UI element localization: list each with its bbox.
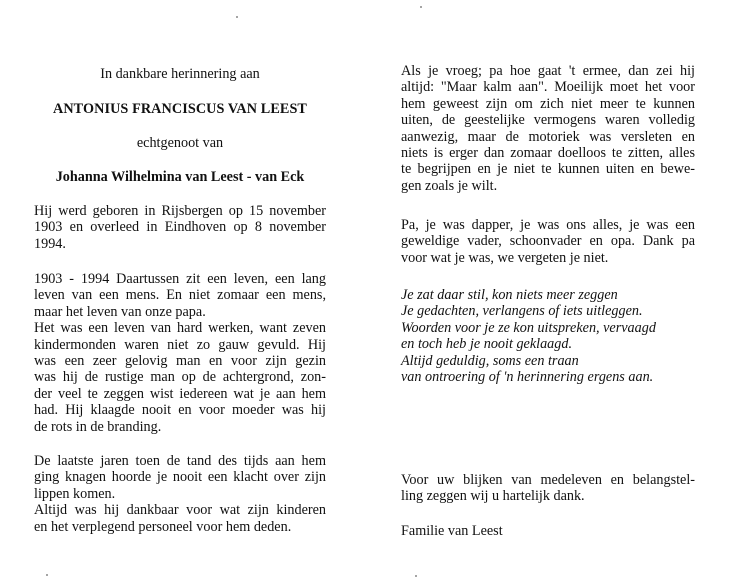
deceased-name: ANTONIUS FRANCISCUS VAN LEEST (52, 101, 307, 117)
poem-line: Je gedachten, verlangens of iets uitleggen. (401, 303, 643, 320)
poem-line: Woorden voor je ze kon uitspreken, vervaagd (401, 319, 656, 336)
text-line: uiten, de geestelijke vermogens waren volledig (401, 112, 695, 129)
text-line: de rots in de branding. (34, 418, 162, 435)
poem (401, 287, 695, 385)
text-line: Pa, je was dapper, je was ons alles, je was een (401, 217, 695, 233)
kalm-aan-paragraph (401, 63, 695, 194)
text-line: 1994. (34, 235, 66, 252)
text-line: Als je vroeg; pa hoe gaat 't ermee, dan zei hij (401, 63, 695, 79)
print-speck (236, 16, 238, 18)
text-line: Voor uw blijken van medeleven en belangstel- (401, 472, 695, 488)
text-line: lippen komen. (34, 485, 116, 502)
text-line: leven van een mens. En niet zomaar een mens, (34, 287, 326, 304)
text-line: geweldige vader, schoonvader en opa. Dank pa (401, 233, 695, 250)
poem-line: en toch heb je nooit geklaagd. (401, 336, 572, 353)
text-line: voor wat je was, we vergeten je niet. (401, 249, 609, 266)
poem-line: Je zat daar stil, kon niets meer zeggen (401, 287, 618, 303)
poem-line: van ontroering of 'n herinnering ergens aan. (401, 369, 654, 386)
text-line: De laatste jaren toen de tand des tijds aan hem (34, 453, 326, 469)
text-line: 1903 en overleed in Eindhoven op 8 november (34, 219, 326, 236)
text-line: kindermonden waren niet zo gauw gevuld. Hij (34, 336, 326, 353)
text-line: altijd: "Maar kalm aan". Moeilijk moet het voor (401, 79, 695, 96)
family-signature: Familie van Leest (401, 523, 503, 539)
text-line: had. Hij klaagde nooit en voor moeder was hij (34, 402, 326, 419)
text-line: te begrijpen en je niet te kunnen uiten en bewe- (401, 161, 695, 178)
text-line: der veel te zeggen wist iedereen wat je aan hem (34, 385, 326, 402)
text-line: 1903 - 1994 Daartussen zit een leven, een lang (34, 271, 326, 287)
spouse-label: echtgenoot van (136, 135, 224, 151)
text-line: Het was een leven van hard werken, want zeven (34, 320, 326, 337)
text-line: gen zoals je wilt. (401, 177, 498, 194)
text-line: was een zeer gelovig man en voor zijn gezin (34, 353, 326, 370)
life-paragraph (34, 271, 326, 435)
text-line: maar het leven van onze papa. (34, 303, 206, 320)
text-line: en het verplegend personeel voor hem deden. (34, 518, 292, 535)
text-line: ging knagen hoorde je nooit een klacht over zijn (34, 469, 326, 486)
text-line: Hij werd geboren in Rijsbergen op 15 november (34, 203, 326, 219)
text-line: hem geweest zijn om zich niet meer te kunnen (401, 95, 695, 112)
memorial-heading: In dankbare herinnering aan (100, 66, 260, 82)
spouse-name: Johanna Wilhelmina van Leest - van Eck (55, 169, 305, 185)
birth-death-paragraph (34, 203, 326, 252)
dapper-paragraph (401, 217, 695, 266)
last-years-paragraph (34, 453, 326, 535)
text-line: Altijd was hij dankbaar voor wat zijn kinderen (34, 502, 326, 519)
poem-line: Altijd geduldig, soms een traan (401, 352, 579, 369)
print-speck (420, 6, 422, 8)
text-line: niets is erger dan zomaar doelloos te zitten, alles (401, 145, 695, 162)
thanks-paragraph (401, 472, 695, 505)
text-line: was hij de rustige man op de achtergrond, zon- (34, 369, 326, 386)
text-line: ling zeggen wij u hartelijk dank. (401, 488, 585, 505)
print-speck (46, 574, 48, 576)
text-line: aanwezig, maar de motoriek was versleten en (401, 128, 695, 145)
print-speck (415, 575, 417, 577)
